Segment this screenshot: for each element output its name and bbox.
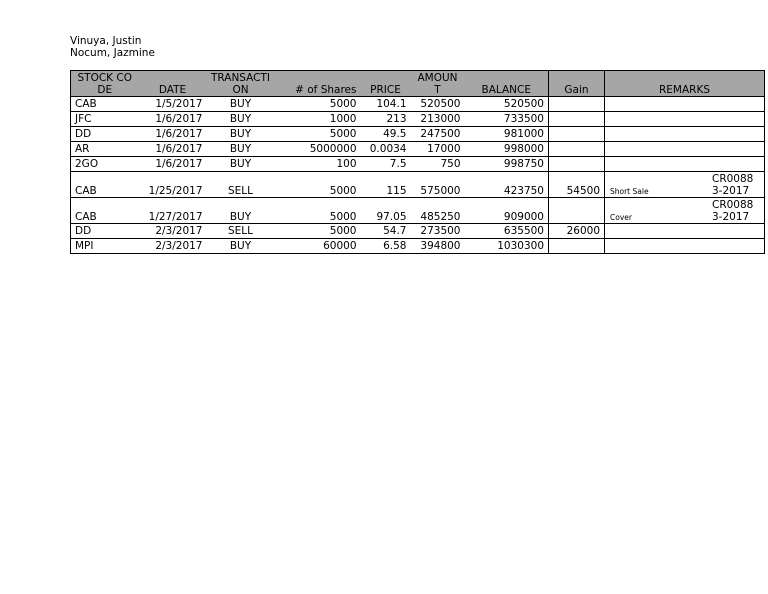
cell-gain xyxy=(549,97,605,112)
cell-stock-code: CAB xyxy=(71,97,139,112)
table-row xyxy=(71,172,765,198)
cell-transaction: BUY xyxy=(207,112,275,127)
table-row xyxy=(71,198,765,224)
cell-balance: 981000 xyxy=(465,127,549,142)
cell-balance: 733500 xyxy=(465,112,549,127)
header-remarks: REMARKS xyxy=(605,71,765,97)
cell-amount: 485250 xyxy=(411,198,465,224)
cell-balance: 909000 xyxy=(465,198,549,224)
cell-amount: 394800 xyxy=(411,239,465,254)
cell-amount: 273500 xyxy=(411,224,465,239)
cell-price: 213 xyxy=(361,112,411,127)
cell-transaction: SELL xyxy=(207,172,275,198)
table-row xyxy=(71,127,765,142)
ledger-table xyxy=(70,70,765,254)
cell-transaction: BUY xyxy=(207,97,275,112)
cell-shares: 5000 xyxy=(275,97,361,112)
author-names xyxy=(70,35,155,59)
cell-remarks xyxy=(605,97,765,112)
cell-price: 6.58 xyxy=(361,239,411,254)
cell-remarks xyxy=(605,198,765,224)
cell-price: 54.7 xyxy=(361,224,411,239)
header-transaction: TRANSACTI ON xyxy=(207,71,275,97)
header-row xyxy=(71,71,765,97)
header-stock-code: STOCK CODE xyxy=(71,71,139,97)
cell-remarks xyxy=(605,127,765,142)
cell-transaction: SELL xyxy=(207,224,275,239)
cell-remarks xyxy=(605,157,765,172)
cell-amount: 750 xyxy=(411,157,465,172)
cell-gain: 54500 xyxy=(549,172,605,198)
cell-amount: 17000 xyxy=(411,142,465,157)
cell-price: 7.5 xyxy=(361,157,411,172)
header-balance: BALANCE xyxy=(465,71,549,97)
table-row xyxy=(71,97,765,112)
cell-stock-code: JFC xyxy=(71,112,139,127)
cell-amount: 213000 xyxy=(411,112,465,127)
trading-ledger xyxy=(70,70,765,254)
cell-date: 1/6/2017 xyxy=(139,112,207,127)
cell-date: 1/25/2017 xyxy=(139,172,207,198)
header-gain: Gain xyxy=(549,71,605,97)
cell-date: 2/3/2017 xyxy=(139,224,207,239)
cell-remarks xyxy=(605,142,765,157)
cell-shares: 5000 xyxy=(275,172,361,198)
cell-balance: 520500 xyxy=(465,97,549,112)
cell-stock-code: MPI xyxy=(71,239,139,254)
cell-price: 104.1 xyxy=(361,97,411,112)
table-row xyxy=(71,157,765,172)
table-row xyxy=(71,224,765,239)
cell-transaction: BUY xyxy=(207,127,275,142)
cell-amount: 575000 xyxy=(411,172,465,198)
cell-shares: 5000 xyxy=(275,224,361,239)
cell-price: 0.0034 xyxy=(361,142,411,157)
cell-balance: 998000 xyxy=(465,142,549,157)
cell-remarks xyxy=(605,224,765,239)
table-row xyxy=(71,142,765,157)
cell-shares: 60000 xyxy=(275,239,361,254)
cell-gain: 26000 xyxy=(549,224,605,239)
table-row xyxy=(71,239,765,254)
cell-shares: 5000000 xyxy=(275,142,361,157)
cell-stock-code: CAB xyxy=(71,198,139,224)
cell-balance: 1030300 xyxy=(465,239,549,254)
cell-gain xyxy=(549,157,605,172)
cell-date: 1/6/2017 xyxy=(139,127,207,142)
cell-transaction: BUY xyxy=(207,239,275,254)
cell-stock-code: 2GO xyxy=(71,157,139,172)
cell-date: 1/6/2017 xyxy=(139,142,207,157)
cell-shares: 5000 xyxy=(275,127,361,142)
remark-note: Cover xyxy=(610,213,632,222)
cell-gain xyxy=(549,112,605,127)
cell-stock-code: DD xyxy=(71,127,139,142)
cell-stock-code: CAB xyxy=(71,172,139,198)
header-shares: # of Shares xyxy=(275,71,361,97)
cell-remarks xyxy=(605,112,765,127)
cell-date: 1/6/2017 xyxy=(139,157,207,172)
table-row xyxy=(71,112,765,127)
header-amount: AMOUN T xyxy=(411,71,465,97)
cell-amount: 247500 xyxy=(411,127,465,142)
cell-balance: 998750 xyxy=(465,157,549,172)
header-date: DATE xyxy=(139,71,207,97)
cell-transaction: BUY xyxy=(207,157,275,172)
author-name-1: Vinuya, Justin xyxy=(70,35,142,47)
cell-date: 1/27/2017 xyxy=(139,198,207,224)
cell-shares: 5000 xyxy=(275,198,361,224)
cell-date: 2/3/2017 xyxy=(139,239,207,254)
cell-date: 1/5/2017 xyxy=(139,97,207,112)
cell-shares: 100 xyxy=(275,157,361,172)
remark-note: Short Sale xyxy=(610,187,649,196)
cell-price: 97.05 xyxy=(361,198,411,224)
cell-transaction: BUY xyxy=(207,198,275,224)
cell-remarks xyxy=(605,172,765,198)
cell-transaction: BUY xyxy=(207,142,275,157)
cell-gain xyxy=(549,127,605,142)
cell-stock-code: DD xyxy=(71,224,139,239)
cell-gain xyxy=(549,142,605,157)
cell-balance: 635500 xyxy=(465,224,549,239)
cell-balance: 423750 xyxy=(465,172,549,198)
cell-stock-code: AR xyxy=(71,142,139,157)
remark-code: CR00883-2017 xyxy=(712,173,754,197)
remark-code: CR00883-2017 xyxy=(712,199,754,223)
cell-gain xyxy=(549,198,605,224)
cell-price: 49.5 xyxy=(361,127,411,142)
cell-amount: 520500 xyxy=(411,97,465,112)
cell-price: 115 xyxy=(361,172,411,198)
cell-shares: 1000 xyxy=(275,112,361,127)
header-price: PRICE xyxy=(361,71,411,97)
cell-remarks xyxy=(605,239,765,254)
cell-gain xyxy=(549,239,605,254)
author-name-2: Nocum, Jazmine xyxy=(70,47,155,59)
